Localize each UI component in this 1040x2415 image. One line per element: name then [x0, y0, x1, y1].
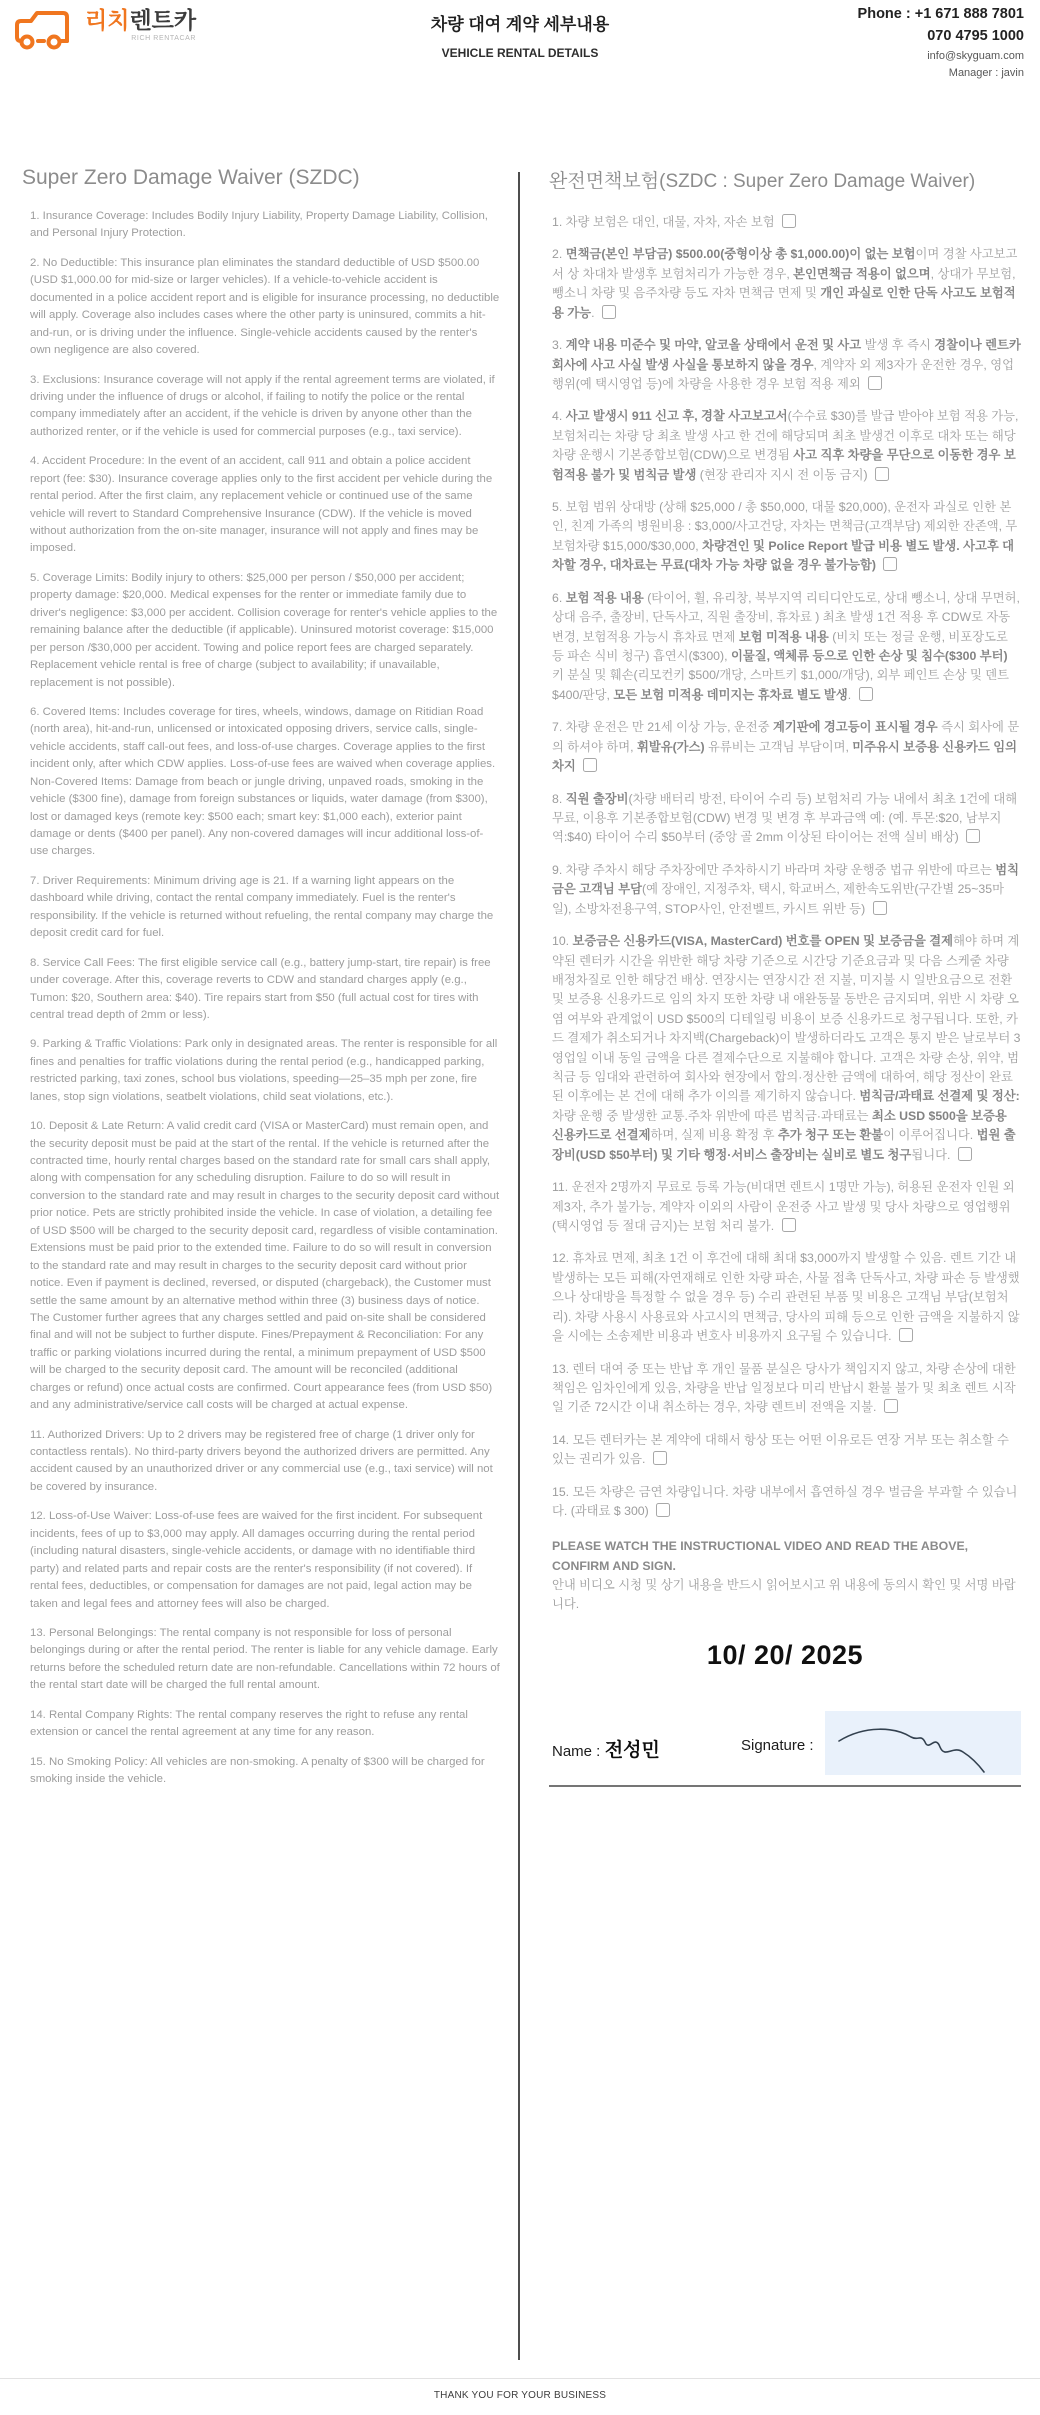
right-term-item: 15. 모든 차량은 금연 차량입니다. 차량 내부에서 흡연하실 경우 벌금을 부과할 수 있습니다. (과태료 $ 300)	[552, 1484, 1018, 1519]
right-term-item: 14. 모든 렌터카는 본 계약에 대해서 항상 또는 어떤 이유로든 연장 거부 또는 취소할 수 있는 권리가 있음.	[552, 1432, 1009, 1467]
right-term-item: 11. 운전자 2명까지 무료로 등록 가능(비대면 렌트시 1명만 가능), 허용된 운전자 인원 외 제3자, 추가 불가능, 계약자 이외의 사람이 운전중 사고 발생 및 당사 차량으로 영업행위(택시영업 등 절대 금지)는 보험 처리 불가.	[552, 1180, 1015, 1233]
right-term-item: 12. 휴차료 면제, 최초 1건 이 후건에 대해 최대 $3,000까지 발생할 수 있음. 렌트 기간 내 발생하는 모든 피해(자연재해로 인한 차량 파손, 사물 접촉 단독사고, 차량 파손 등 발생했으나 상대방을 특정할 수 없을 경우 등) 수리 관련된 부품 및 비용은 고객님 부담(보험처리). 차량 사용시 사용료와 사고시의 면책금, 당사의 피해 등으로 인한 금액을 지불하지 않을 시에는 소송제반 비용과 변호사 비용까지 요구될 수 있습니다.	[552, 1251, 1020, 1344]
right-term-item: 1. 차량 보험은 대인, 대물, 자차, 자손 보험	[549, 213, 1021, 232]
name-label: Name :	[552, 1742, 601, 1760]
checkbox-icon[interactable]	[859, 687, 873, 701]
checkbox-icon[interactable]	[583, 758, 597, 772]
signature-row	[549, 1709, 1021, 1787]
right-term-item: 5. 보험 범위 상대방 (상해 $25,000 / 총 $50,000, 대물 $20,000), 운전자 과실로 인한 본인, 친계 가족의 병원비용 : $3,000/사고건당, 자차는 면책금(고객부담) 제외한 잔존액, 무보험차량 $15,000/$30,000, 차량견인 및 Police Report 발급 비용 별도 발생. 사고후 대차할 경우, 대차료는 무료(대차 가능 차량 없을 경우 불가능함)	[552, 500, 1018, 573]
footer-divider	[0, 2378, 1040, 2379]
left-term-item: 3. Exclusions: Insurance coverage will not apply if the rental agreement terms are violated, if driving under the influence of drugs or alcohol, if failing to notify the police or the rental company immediately after an accident, if the vehicle is driven by anyone other than the authorized renter, or if the vehicle is used for commercial purposes (e.g., taxi service).	[30, 373, 495, 438]
checkbox-icon[interactable]	[875, 467, 889, 481]
right-term-item: 13. 렌터 대여 중 또는 반납 후 개인 물품 분실은 당사가 책임지지 않고, 차량 손상에 대한 책임은 임차인에게 있음, 차량을 반납 일정보다 미리 반납시 환불 불가 및 최초 렌트 시작일 기준 72시간 이내 취소하는 경우, 차량 렌트비 전액을 지불.	[552, 1361, 1016, 1415]
left-term-item: 6. Covered Items: Includes coverage for tires, wheels, windows, damage on Ritidian Road (north area), hit-and-run, unlicensed or intoxicated opposing drivers, service calls, single-vehicle accidents, staff call-out fees, and loss-of-use charges. Coverage applies to the first incident only, after which CDW applies. Loss-of-use fees are waived when coverage applies. Non-Covered Items: Damage from beach or jungle driving, unpaved roads, smoking in the vehicle ($300 fine), damage from foreign substances or liquids, water damage (from $300), lost or damaged keys (remote key: $500 each; smart key: $1,000 each), exterior paint damage or dents ($400 per panel). Any non-covered damages will incur additional loss-of-use charges.	[30, 705, 496, 858]
checkbox-icon[interactable]	[653, 1451, 667, 1465]
footer-message: THANK YOU FOR YOUR BUSINESS	[433, 2390, 607, 2401]
checkbox-icon[interactable]	[602, 305, 616, 319]
checkbox-icon[interactable]	[873, 901, 887, 915]
right-term-item: 8. 직원 출장비(차량 배터리 방전, 타이어 수리 등) 보험처리 가능 내에서 최초 1건에 대해 무료, 이용후 기본종합보험(CDW) 변경 및 변경 후 부과금액 예: (예. 투몬:$20, 남부지역:$40) 타이어 수리 $50부터 (중앙 골 2mm 이상된 타이어는 전액 실비 배상)	[552, 791, 1018, 845]
contract-date: 10/ 20/ 2025	[706, 1639, 864, 1670]
left-term-item: 13. Personal Belongings: The rental company is not responsible for loss of personal belongings during or after the rental period. The renter is liable for any vehicle damage. Early returns before the scheduled return date are non-refundable. Cancellations within 72 hours of the rental start date will be charged the full rental amount.	[30, 1626, 500, 1692]
left-term-item: 5. Coverage Limits: Bodily injury to others: $25,000 per person / $50,000 per accident; property damage: $20,000. Medical expenses for the renter or immediate family due to driver's negligence: $3,000 per accident. Collision coverage for renter's vehicle applies to the remaining balance after the deductible (if applicable). Uninsured motorist coverage: $15,000 per person /$30,000 per accident. Towing and police report fees are charged separately. Replacement vehicle rental is free of charge (subject to availability; if unavailable, replacement is not possible).	[30, 571, 498, 689]
english-terms-column	[22, 166, 500, 1800]
left-term-item: 7. Driver Requirements: Minimum driving age is 21. If a warning light appears on the dashboard while driving, contact the rental company immediately. Fuel is the renter's responsibility. If the vehicle is returned without refueling, the rental company may charge the deposit credit card for fuel.	[30, 874, 494, 940]
checkbox-icon[interactable]	[782, 1218, 796, 1232]
left-term-item: 12. Loss-of-Use Waiver: Loss-of-use fees are waived for the first incident. For subsequent incidents, fees of up to $3,000 may apply. All damages occurring during the rental period (including natural disasters, single-vehicle accidents, or damage with no identifiable third party) and related parts and repair costs are the renter's responsibility (if not covered). If rental fees, deductibles, or compensation for damages are not paid, legal action may be taken and legal fees and attorney fees will also be charged.	[30, 1510, 483, 1610]
right-term-item: 6. 보험 적용 내용 (타이어, 휠, 유리창, 북부지역 리티디안도로, 상대 뺑소니, 상대 무면허, 상대 음주, 출장비, 단독사고, 직원 출장비, 휴차료 ) 최초 발생 1건 적용 후 CDW로 자동 변경, 보험적용 가능시 휴차료 면제 보험 미적용 내용 (비치 또는 정글 운행, 비포장도로 등 파손 식비 청구) 흡연시($300), 이물질, 액체류 등으로 인한 손상 및 침수($300 부터) 키 분실 및 훼손(리모컨키 $500/개당, 스마트키 $1,000/개당), 외부 페인트 손상 및 덴트 $400/판당, 모든 보험 미적용 데미지는 휴차료 별도 발생.	[552, 590, 1020, 702]
left-term-item: 9. Parking & Traffic Violations: Park only in designated areas. The renter is responsible for all fines and penalties for traffic violations during the rental period (e.g., handicapped parking, restricted parking, taxi zones, school bus violations, speeding—25–35 mph per zone, fire lanes, stop sign violations, seatbelt violations, child seat violations, etc.).	[30, 1038, 498, 1103]
notice-korean: 안내 비디오 시청 및 상기 내용을 반드시 읽어보시고 위 내용에 동의시 확인 및 서명 바랍니다.	[552, 1577, 1016, 1611]
logo-text-orange: 리치	[85, 7, 130, 33]
left-term-item: 1. Insurance Coverage: Includes Bodily Injury Liability, Property Damage Liability, Collision, and Personal Injury Protection.	[30, 210, 488, 240]
contact-info	[858, 4, 1024, 82]
confirmation-notice	[549, 1537, 1021, 1613]
checkbox-icon[interactable]	[958, 1147, 972, 1161]
checkbox-icon[interactable]	[782, 214, 796, 228]
rentacar-car-icon	[14, 8, 80, 59]
company-logo	[14, 8, 196, 59]
phone-number-2: 070 4795 1000	[927, 27, 1024, 44]
manager-name: Manager : javin	[948, 66, 1024, 79]
right-term-item: 7. 차량 운전은 만 21세 이상 가능, 운전중 계기판에 경고등이 표시될 경우 즉시 회사에 문의 하셔야 하며, 휘발유(가스) 유류비는 고객님 부담이며, 미주유시 보증용 신용카드 임의 차지	[552, 720, 1020, 774]
signature-pad[interactable]	[825, 1711, 1021, 1775]
page-title-english: VEHICLE RENTAL DETAILS	[441, 46, 599, 60]
signature-label: Signature :	[741, 1736, 814, 1754]
right-term-item: 10. 보증금은 신용카드(VISA, MasterCard) 번호를 OPEN 및 보증금을 결제해야 하며 계약된 렌터카 시간을 위반한 해당 차량 기준으로 시간당 기준요금과 및 다음 스케줄 차량 배정차질로 인한 해당건 배상. 연장시는 연장시간 전 지불, 미지불 시 일반요금으로 전환 및 보증용 신용카드로 임의 차지 또한 차량 내 애완동물 동반은 금지되며, 위반 시 차량 오염 여부와 관계없이 USD $500의 디테일링 비용이 보증 신용카드로 청구됩니다. 또한, 카드 결제가 취소되거나 차지백(Chargeback)이 발생하더라도 고객은 통지 받은 날로부터 3영업일 이내 동일 금액을 다른 결제수단으로 지불해야 합니다. 고객은 차량 손상, 위약, 범칙금 등 임대와 관련하여 회사와 현장에서 합의·정산한 금액에 대하여, 해당 정산이 완료된 이후에는 본 건에 대해 추가 이의를 제기하지 않습니다. 범칙금/과태료 선결제 및 정산: 차량 운행 중 발생한 교통.주차 위반에 따른 범칙금·과태료는 최소 USD $500을 보증용 신용카드로 선결제하며, 실제 비용 확정 후 추가 청구 또는 환불이 이루어집니다. 법원 출장비(USD $50부터) 및 기타 행정·서비스 출장비는 실비로 별도 청구됩니다.	[552, 934, 1021, 1162]
renter-name: 전성민	[604, 1739, 660, 1761]
right-terms-list	[549, 213, 1021, 1521]
column-divider	[518, 172, 520, 2360]
checkbox-icon[interactable]	[868, 376, 882, 390]
left-term-item: 4. Accident Procedure: In the event of an accident, call 911 and obtain a police accident report (fee: $30). Insurance coverage applies only to the first accident per vehicle during the rental period. After the first claim, any replacement vehicle or continued use of the same vehicle will revert to Standard Comprehensive Insurance (CDW). If the vehicle is moved without authorization from the on-site manager, insurance will not apply and fines may be imposed.	[30, 455, 493, 555]
korean-section-title: 완전면책보험(SZDC : Super Zero Damage Waiver)	[549, 171, 976, 192]
left-term-item: 14. Rental Company Rights: The rental company reserves the right to refuse any rental extension or cancel the rental agreement at any time for any reason.	[30, 1708, 468, 1739]
signature-stroke	[825, 1711, 1021, 1775]
left-term-item: 15. No Smoking Policy: All vehicles are non-smoking. A penalty of $300 will be charged for smoking inside the vehicle.	[30, 1755, 485, 1785]
english-section-title: Super Zero Damage Waiver (SZDC)	[22, 166, 360, 189]
email-address: info@skyguam.com	[927, 49, 1024, 62]
left-terms-list	[22, 208, 500, 1788]
phone-number-1: Phone : +1 671 888 7801	[857, 6, 1024, 22]
logo-text-dark: 렌트카	[129, 7, 197, 33]
document-title	[320, 10, 720, 60]
korean-terms-column	[549, 166, 1021, 1787]
left-term-item: 10. Deposit & Late Return: A valid credit card (VISA or MasterCard) must remain open, and the security deposit must be paid at the start of the rental. If the vehicle is returned after the contracted time, hourly rental charges based on the standard rate for small cars shall apply, along with compensation for any scheduling disruption. Failure to do so will result in conversion to the standard rate and may result in charges to the security deposit card without prior notice. Pets are strictly prohibited inside the vehicle. In case of violation, a detailing fee of USD $500 will be charged to the security deposit card, regardless of visible contamination. Extensions must be paid prior to the extended time. Failure to do so will result in conversion to the standard rate and may result in charges to the security deposit card without prior notice. Even if payment is declined, reversed, or disputed (chargeback), the Customer must settle the same amount by an alternative method within three (3) business days of notice. The Customer further agrees that any charges settled and paid on-site shall be considered final and will not be subject to further dispute. Fines/Prepayment & Reconciliation: For any traffic or parking violations incurred during the rental, a minimum prepayment of USD $500 will be charged to the security deposit card. The amount will be reconciled (additional charges or refund) once actual costs are confirmed. Court appearance fees (from USD $50) and any administrative/service call costs will be charged at actual expense.	[30, 1120, 500, 1412]
left-term-item: 8. Service Call Fees: The first eligible service call (e.g., battery jump-start, tire repair) is free under coverage. After this, coverage reverts to CDW and standard charges apply (e.g., Tumon: $20, Southern area: $40). Tire repairs start from $50 (full actual cost for tires with central tread depth of 2mm or less).	[30, 956, 491, 1021]
page-title-korean: 차량 대여 계약 세부내용	[430, 15, 610, 34]
logo-subtitle: RICH RENTACAR	[131, 35, 197, 42]
checkbox-icon[interactable]	[883, 557, 897, 571]
right-term-item: 2. 면책금(본인 부담금) $500.00(중형이상 총 $1,000.00)이 없는 보험이며 경찰 사고보고서 상 차대차 발생후 보험처리가 가능한 경우, 본인면책금 적용이 없으며, 상대가 무보험, 뺑소니 차량 및 음주차량 등도 자차 면책금 면제 및 개인 과실로 인한 단독 사고도 보험적용 가능.	[552, 247, 1018, 320]
right-term-item: 9. 차량 주차시 해당 주차장에만 주차하시기 바라며 차량 운행중 법규 위반에 따르는 범칙금은 고객님 부담(예 장애인, 지정주차, 택시, 학교버스, 제한속도위반(구간별 25~35마일), 소방차전용구역, STOP사인, 안전벨트, 카시트 위반 등)	[552, 862, 1020, 916]
left-term-item: 11. Authorized Drivers: Up to 2 drivers may be registered free of charge (1 driver only for contactless rentals). No third-party drivers beyond the authorized drivers are permitted. Any accident caused by an unauthorized driver or any commercial use (e.g., taxi service) will not be covered by insurance.	[30, 1428, 493, 1493]
checkbox-icon[interactable]	[656, 1503, 670, 1517]
notice-english: PLEASE WATCH THE INSTRUCTIONAL VIDEO AND READ THE ABOVE, CONFIRM AND SIGN.	[552, 1539, 969, 1573]
right-term-item: 3. 계약 내용 미준수 및 마약, 알코올 상태에서 운전 및 사고 발생 후 즉시 경찰이나 렌트카 회사에 사고 사실 발생 사실을 통보하지 않을 경우, 계약자 외 제3자가 운전한 경우, 영업행위(예 택시영업 등)에 차량을 사용한 경우 보험 적용 제외	[552, 338, 1021, 391]
checkbox-icon[interactable]	[899, 1328, 913, 1342]
checkbox-icon[interactable]	[966, 829, 980, 843]
right-term-item: 4. 사고 발생시 911 신고 후, 경찰 사고보고서(수수료 $30)를 발급 받아야 보험 적용 가능, 보험처리는 차량 당 최초 발생 사고 한 건에 해당되며 최초 발생건 이후로 대차 또는 해당 차량 운행시 기본종합보험(CDW)으로 변경됨 사고 직후 차량을 무단으로 이동한 경우 보험적용 불가 및 범칙금 발생 (현장 관리자 지시 전 이동 금지)	[552, 409, 1019, 482]
left-term-item: 2. No Deductible: This insurance plan eliminates the standard deductible of USD $500.00 (USD $1,000.00 for mid-size or larger vehicles). If a vehicle-to-vehicle accident is documented in a police accident report and is eligible for insurance processing, no deductible will apply. Coverage also includes cases where the other party is uninsured, commits a hit-and-run, or is driving under the influence. Single-vehicle accidents caused by the renter's own negligence are also covered.	[30, 256, 500, 357]
checkbox-icon[interactable]	[884, 1399, 898, 1413]
